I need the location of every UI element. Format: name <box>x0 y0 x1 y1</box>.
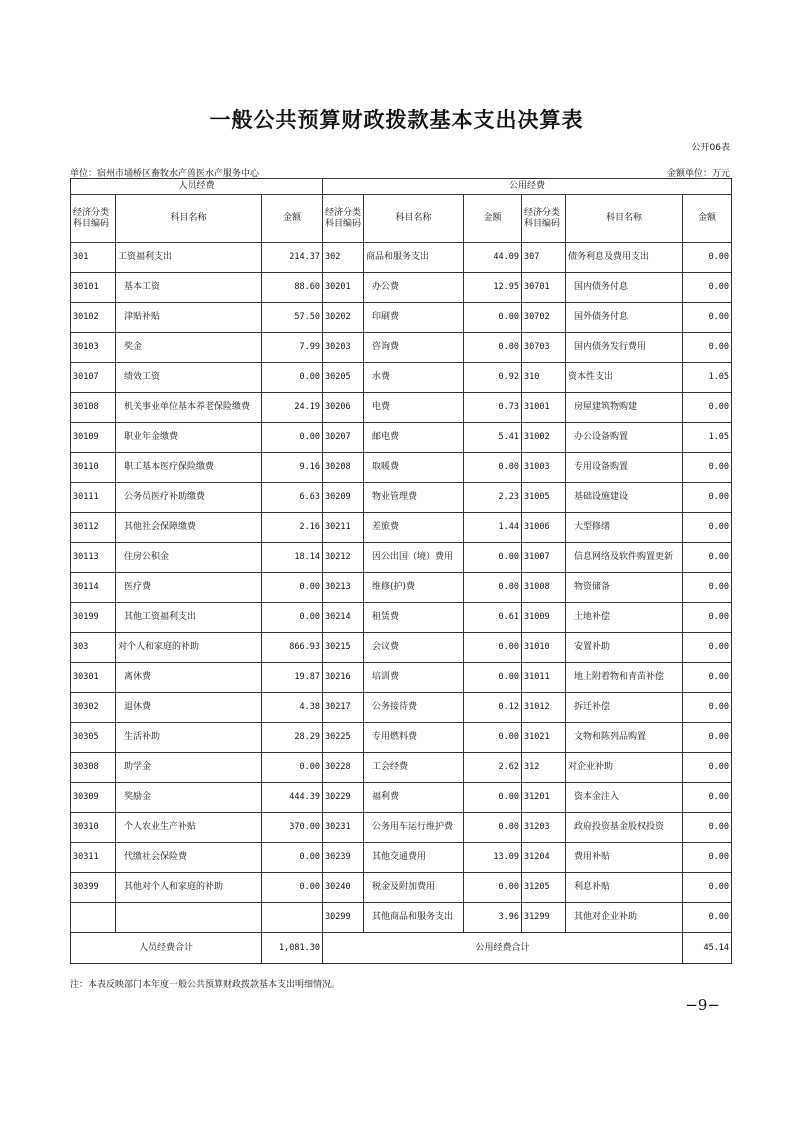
header-amount: 金额 <box>683 195 732 243</box>
name-cell: 税金及附加费用 <box>364 873 464 903</box>
name-cell: 对企业补助 <box>566 753 683 783</box>
code-cell: 30302 <box>71 693 116 723</box>
name-cell: 因公出国（境）费用 <box>364 543 464 573</box>
name-cell: 离休费 <box>116 663 262 693</box>
code-cell: 30399 <box>71 873 116 903</box>
name-cell: 公务用车运行维护费 <box>364 813 464 843</box>
code-cell: 30310 <box>71 813 116 843</box>
name-cell: 水费 <box>364 363 464 393</box>
personnel-total-label: 人员经费合计 <box>71 933 262 964</box>
amount-cell: 18.14 <box>262 543 323 573</box>
code-cell: 30308 <box>71 753 116 783</box>
amount-cell: 0.73 <box>464 393 522 423</box>
name-cell: 利息补贴 <box>566 873 683 903</box>
code-cell: 31011 <box>522 663 566 693</box>
name-cell: 国内债务发行费用 <box>566 333 683 363</box>
name-cell: 专用设备购置 <box>566 453 683 483</box>
table-row <box>71 513 732 543</box>
group-header-personnel: 人员经费 <box>71 179 323 195</box>
amount-cell: 0.00 <box>262 843 323 873</box>
amount-cell: 2.16 <box>262 513 323 543</box>
code-cell: 31008 <box>522 573 566 603</box>
name-cell: 培训费 <box>364 663 464 693</box>
name-cell: 差旅费 <box>364 513 464 543</box>
code-cell: 30205 <box>323 363 364 393</box>
code-cell: 30215 <box>323 633 364 663</box>
name-cell: 费用补贴 <box>566 843 683 873</box>
amount-cell: 0.00 <box>683 813 732 843</box>
name-cell: 个人农业生产补贴 <box>116 813 262 843</box>
personnel-total-value: 1,081.30 <box>262 933 323 964</box>
header-name: 科目名称 <box>566 195 683 243</box>
amount-cell: 0.00 <box>262 363 323 393</box>
code-cell: 303 <box>71 633 116 663</box>
name-cell: 职业年金缴费 <box>116 423 262 453</box>
code-cell: 30207 <box>323 423 364 453</box>
code-cell: 30703 <box>522 333 566 363</box>
name-cell: 文物和陈列品购置 <box>566 723 683 753</box>
code-cell: 30110 <box>71 453 116 483</box>
header-amount: 金额 <box>262 195 323 243</box>
name-cell: 其他工资福利支出 <box>116 603 262 633</box>
code-cell: 30240 <box>323 873 364 903</box>
code-cell: 30231 <box>323 813 364 843</box>
header-name: 科目名称 <box>364 195 464 243</box>
code-cell: 31021 <box>522 723 566 753</box>
amount-cell: 2.23 <box>464 483 522 513</box>
code-cell: 30213 <box>323 573 364 603</box>
budget-table <box>70 178 732 964</box>
amount-cell: 0.00 <box>683 573 732 603</box>
code-cell: 31005 <box>522 483 566 513</box>
table-row <box>71 663 732 693</box>
amount-cell: 0.00 <box>683 633 732 663</box>
amount-cell: 0.00 <box>464 633 522 663</box>
amount-cell: 0.61 <box>464 603 522 633</box>
amount-cell: 57.50 <box>262 303 323 333</box>
name-cell: 资本金注入 <box>566 783 683 813</box>
name-cell: 大型修缮 <box>566 513 683 543</box>
code-cell: 30299 <box>323 903 364 933</box>
name-cell: 安置补助 <box>566 633 683 663</box>
name-cell: 工会经费 <box>364 753 464 783</box>
code-cell: 31201 <box>522 783 566 813</box>
name-cell: 津贴补贴 <box>116 303 262 333</box>
code-cell: 30228 <box>323 753 364 783</box>
amount-cell: 370.00 <box>262 813 323 843</box>
code-cell: 31006 <box>522 513 566 543</box>
code-cell: 31001 <box>522 393 566 423</box>
amount-cell: 13.09 <box>464 843 522 873</box>
header-name: 科目名称 <box>116 195 262 243</box>
table-row <box>71 483 732 513</box>
code-cell: 30102 <box>71 303 116 333</box>
table-row <box>71 903 732 933</box>
name-cell: 医疗费 <box>116 573 262 603</box>
code-cell: 30101 <box>71 273 116 303</box>
name-cell: 工资福利支出 <box>116 243 262 273</box>
code-cell: 30239 <box>323 843 364 873</box>
code-cell: 31010 <box>522 633 566 663</box>
name-cell: 印刷费 <box>364 303 464 333</box>
name-cell: 维修(护)费 <box>364 573 464 603</box>
name-cell: 房屋建筑物购建 <box>566 393 683 423</box>
amount-cell: 214.37 <box>262 243 323 273</box>
code-cell: 30212 <box>323 543 364 573</box>
name-cell: 生活补助 <box>116 723 262 753</box>
name-cell: 其他交通费用 <box>364 843 464 873</box>
table-row <box>71 273 732 303</box>
amount-cell: 6.63 <box>262 483 323 513</box>
amount-cell: 0.00 <box>262 753 323 783</box>
code-cell: 31007 <box>522 543 566 573</box>
amount-cell: 0.00 <box>464 453 522 483</box>
amount-cell: 7.99 <box>262 333 323 363</box>
name-cell: 职工基本医疗保险缴费 <box>116 453 262 483</box>
amount-cell: 2.62 <box>464 753 522 783</box>
name-cell: 商品和服务支出 <box>364 243 464 273</box>
table-row <box>71 843 732 873</box>
code-cell: 30208 <box>323 453 364 483</box>
code-cell: 301 <box>71 243 116 273</box>
column-header-row <box>71 195 732 243</box>
code-cell: 30311 <box>71 843 116 873</box>
name-cell: 拆迁补偿 <box>566 693 683 723</box>
code-cell: 302 <box>323 243 364 273</box>
code-cell: 31299 <box>522 903 566 933</box>
amount-cell: 0.00 <box>464 303 522 333</box>
name-cell: 其他对企业补助 <box>566 903 683 933</box>
amount-cell: 0.00 <box>683 723 732 753</box>
amount-cell: 0.00 <box>683 903 732 933</box>
amount-cell: 0.12 <box>464 693 522 723</box>
code-cell: 31003 <box>522 453 566 483</box>
table-row <box>71 783 732 813</box>
name-cell: 电费 <box>364 393 464 423</box>
code-cell: 30309 <box>71 783 116 813</box>
name-cell: 邮电费 <box>364 423 464 453</box>
code-cell: 30199 <box>71 603 116 633</box>
header-code: 经济分类科目编码 <box>71 195 116 243</box>
name-cell: 国外债务付息 <box>566 303 683 333</box>
header-code: 经济分类科目编码 <box>323 195 364 243</box>
code-cell: 30113 <box>71 543 116 573</box>
footnote: 注：本表反映部门本年度一般公共预算财政拨款基本支出明细情况。 <box>70 980 341 990</box>
name-cell: 国内债务付息 <box>566 273 683 303</box>
code-cell: 31012 <box>522 693 566 723</box>
amount-cell: 0.00 <box>683 543 732 573</box>
name-cell: 对个人和家庭的补助 <box>116 633 262 663</box>
code-cell: 30225 <box>323 723 364 753</box>
name-cell: 土地补偿 <box>566 603 683 633</box>
code-cell: 30229 <box>323 783 364 813</box>
amount-cell: 0.00 <box>262 573 323 603</box>
code-cell: 312 <box>522 753 566 783</box>
amount-cell: 28.29 <box>262 723 323 753</box>
code-cell: 30305 <box>71 723 116 753</box>
code-cell: 307 <box>522 243 566 273</box>
name-cell: 其他对个人和家庭的补助 <box>116 873 262 903</box>
amount-cell: 3.96 <box>464 903 522 933</box>
amount-cell: 0.00 <box>683 873 732 903</box>
code-cell: 30103 <box>71 333 116 363</box>
amount-cell: 0.00 <box>262 423 323 453</box>
code-cell: 30112 <box>71 513 116 543</box>
amount-cell: 24.19 <box>262 393 323 423</box>
name-cell: 政府投资基金股权投资 <box>566 813 683 843</box>
name-cell: 会议费 <box>364 633 464 663</box>
code-cell: 31203 <box>522 813 566 843</box>
amount-cell: 0.00 <box>464 663 522 693</box>
code-cell: 30211 <box>323 513 364 543</box>
name-cell: 资本性支出 <box>566 363 683 393</box>
name-cell: 咨询费 <box>364 333 464 363</box>
name-cell: 代缴社会保险费 <box>116 843 262 873</box>
amount-cell: 1.44 <box>464 513 522 543</box>
table-row <box>71 573 732 603</box>
code-cell: 30111 <box>71 483 116 513</box>
amount-cell: 0.00 <box>683 753 732 783</box>
amount-cell: 44.09 <box>464 243 522 273</box>
name-cell: 专用燃料费 <box>364 723 464 753</box>
table-row <box>71 633 732 663</box>
name-cell: 退休费 <box>116 693 262 723</box>
code-cell: 30214 <box>323 603 364 633</box>
name-cell: 绩效工资 <box>116 363 262 393</box>
name-cell: 福利费 <box>364 783 464 813</box>
amount-cell: 88.60 <box>262 273 323 303</box>
amount-cell: 5.41 <box>464 423 522 453</box>
amount-cell: 0.00 <box>464 333 522 363</box>
table-row <box>71 543 732 573</box>
table-row <box>71 363 732 393</box>
name-cell: 债务利息及费用支出 <box>566 243 683 273</box>
unit-label: 单位：宿州市埇桥区畜牧水产兽医水产服务中心 <box>70 169 260 179</box>
amount-cell: 4.38 <box>262 693 323 723</box>
code-cell: 30108 <box>71 393 116 423</box>
table-row <box>71 873 732 903</box>
name-cell: 住房公积金 <box>116 543 262 573</box>
name-cell: 机关事业单位基本养老保险缴费 <box>116 393 262 423</box>
name-cell: 公务员医疗补助缴费 <box>116 483 262 513</box>
name-cell: 租赁费 <box>364 603 464 633</box>
amount-cell: 1.05 <box>683 423 732 453</box>
code-cell: 31002 <box>522 423 566 453</box>
code-cell: 30209 <box>323 483 364 513</box>
name-cell: 地上附着物和青苗补偿 <box>566 663 683 693</box>
amount-cell: 866.93 <box>262 633 323 663</box>
totals-row <box>71 933 732 964</box>
amount-cell: 0.00 <box>464 813 522 843</box>
code-cell: 30216 <box>323 663 364 693</box>
amount-cell: 0.00 <box>262 603 323 633</box>
code-cell: 310 <box>522 363 566 393</box>
amount-cell: 0.00 <box>683 513 732 543</box>
code-cell: 30206 <box>323 393 364 423</box>
name-cell: 其他商品和服务支出 <box>364 903 464 933</box>
page-number: −9− <box>685 996 720 1014</box>
name-cell: 物业管理费 <box>364 483 464 513</box>
code-cell: 30217 <box>323 693 364 723</box>
table-row <box>71 813 732 843</box>
table-row <box>71 753 732 783</box>
amount-cell: 0.00 <box>464 873 522 903</box>
amount-cell: 0.00 <box>464 543 522 573</box>
amount-cell: 12.95 <box>464 273 522 303</box>
name-cell: 办公设备购置 <box>566 423 683 453</box>
amount-cell: 9.16 <box>262 453 323 483</box>
table-row <box>71 603 732 633</box>
table-row <box>71 423 732 453</box>
code-cell: 30702 <box>522 303 566 333</box>
name-cell: 奖金 <box>116 333 262 363</box>
amount-cell: 19.87 <box>262 663 323 693</box>
amount-cell: 0.00 <box>683 273 732 303</box>
group-header-public: 公用经费 <box>323 179 732 195</box>
amount-cell: 444.39 <box>262 783 323 813</box>
name-cell: 办公费 <box>364 273 464 303</box>
name-cell: 取暖费 <box>364 453 464 483</box>
amount-cell: 0.00 <box>683 333 732 363</box>
name-cell: 物资储备 <box>566 573 683 603</box>
amount-cell <box>262 903 323 933</box>
code-cell: 30301 <box>71 663 116 693</box>
amount-cell: 0.00 <box>683 663 732 693</box>
table-row <box>71 693 732 723</box>
code-cell: 30107 <box>71 363 116 393</box>
amount-cell: 0.00 <box>464 783 522 813</box>
amount-cell: 0.92 <box>464 363 522 393</box>
table-row <box>71 453 732 483</box>
amount-cell: 0.00 <box>262 873 323 903</box>
name-cell: 信息网络及软件购置更新 <box>566 543 683 573</box>
amount-cell: 0.00 <box>683 393 732 423</box>
amount-cell: 0.00 <box>683 453 732 483</box>
public-total-value: 45.14 <box>683 933 732 964</box>
table-tag: 公开06表 <box>691 143 730 153</box>
table-row <box>71 723 732 753</box>
amount-cell: 0.00 <box>683 483 732 513</box>
code-cell: 30203 <box>323 333 364 363</box>
amount-cell: 0.00 <box>683 843 732 873</box>
page-title: 一般公共预算财政拨款基本支出决算表 <box>209 107 584 132</box>
name-cell: 奖励金 <box>116 783 262 813</box>
code-cell: 30109 <box>71 423 116 453</box>
code-cell: 30701 <box>522 273 566 303</box>
amount-cell: 0.00 <box>464 573 522 603</box>
name-cell <box>116 903 262 933</box>
amount-cell: 0.00 <box>683 303 732 333</box>
code-cell: 30114 <box>71 573 116 603</box>
table-row <box>71 303 732 333</box>
amount-cell: 0.00 <box>464 723 522 753</box>
name-cell: 基础设施建设 <box>566 483 683 513</box>
table-row <box>71 243 732 273</box>
code-cell: 31204 <box>522 843 566 873</box>
amount-cell: 1.05 <box>683 363 732 393</box>
code-cell <box>71 903 116 933</box>
name-cell: 基本工资 <box>116 273 262 303</box>
code-cell: 31205 <box>522 873 566 903</box>
amount-cell: 0.00 <box>683 693 732 723</box>
name-cell: 助学金 <box>116 753 262 783</box>
amount-cell: 0.00 <box>683 603 732 633</box>
table-row <box>71 393 732 423</box>
amount-cell: 0.00 <box>683 243 732 273</box>
name-cell: 其他社会保障缴费 <box>116 513 262 543</box>
table-row <box>71 333 732 363</box>
header-code: 经济分类科目编码 <box>522 195 566 243</box>
code-cell: 31009 <box>522 603 566 633</box>
amount-cell: 0.00 <box>683 783 732 813</box>
name-cell: 公务接待费 <box>364 693 464 723</box>
code-cell: 30202 <box>323 303 364 333</box>
code-cell: 30201 <box>323 273 364 303</box>
amount-unit-label: 金额单位：万元 <box>666 169 730 179</box>
public-total-label: 公用经费合计 <box>323 933 683 964</box>
header-amount: 金额 <box>464 195 522 243</box>
group-header-row <box>71 179 732 195</box>
